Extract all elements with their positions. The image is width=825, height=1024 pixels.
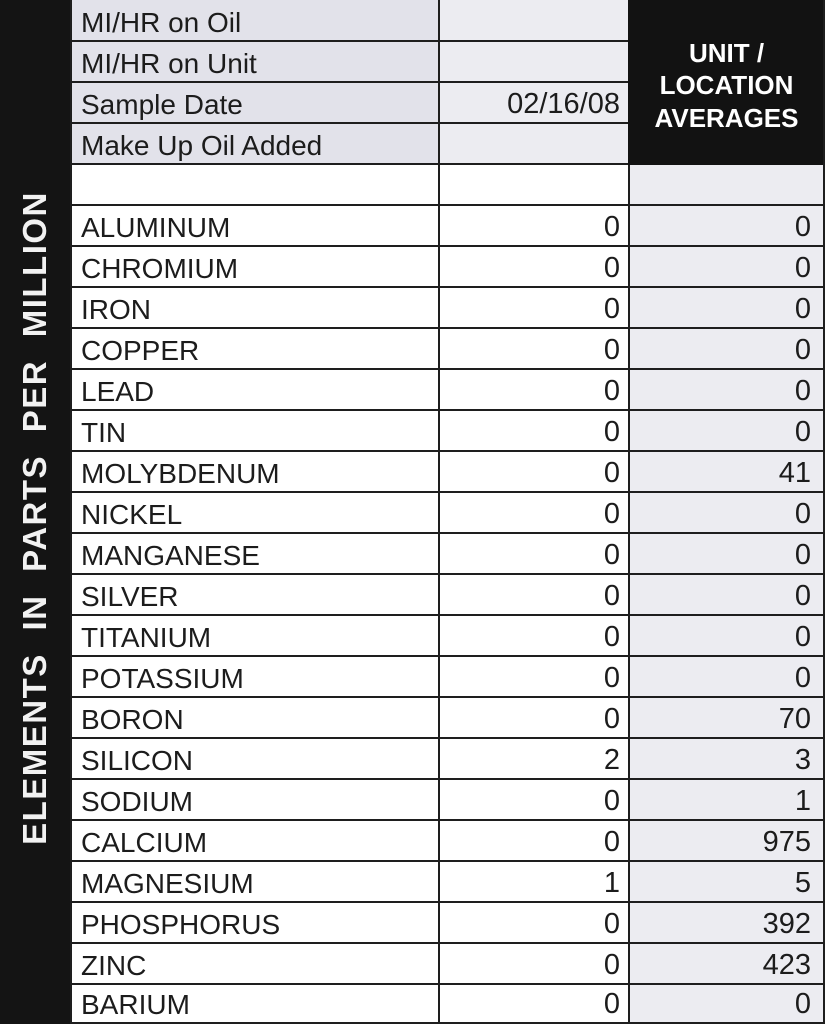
element-sample-value: 0 (438, 821, 628, 862)
element-average-value: 0 (628, 370, 825, 411)
label-column (70, 0, 438, 1024)
element-average-value: 5 (628, 862, 825, 903)
element-name: COPPER (70, 329, 438, 370)
element-average-value: 1 (628, 780, 825, 821)
element-average-value: 0 (628, 616, 825, 657)
element-name: BORON (70, 698, 438, 739)
element-name: SILVER (70, 575, 438, 616)
header-value: 02/16/08 (507, 88, 620, 120)
header-label: MI/HR on Oil (81, 7, 242, 38)
element-average-value: 3 (628, 739, 825, 780)
averages-header (628, 0, 825, 165)
element-average-value: 0 (628, 493, 825, 534)
header-value-mi-hr-unit (438, 42, 628, 83)
element-sample-value: 0 (438, 206, 628, 247)
header-label: Sample Date (81, 89, 243, 120)
sidebar-label: ELEMENTS IN PARTS PER MILLION (16, 191, 53, 845)
element-sample-value: 0 (438, 616, 628, 657)
element-name: PHOSPHORUS (70, 903, 438, 944)
element-average-value: 0 (628, 206, 825, 247)
element-sample-value: 0 (438, 944, 628, 985)
element-average-value: 0 (628, 657, 825, 698)
element-name: LEAD (70, 370, 438, 411)
element-name: POTASSIUM (70, 657, 438, 698)
element-sample-value: 0 (438, 698, 628, 739)
element-name: IRON (70, 288, 438, 329)
element-sample-value: 0 (438, 452, 628, 493)
element-sample-value: 2 (438, 739, 628, 780)
header-label: Make Up Oil Added (81, 130, 323, 161)
element-average-value: 0 (628, 985, 825, 1024)
element-average-value: 392 (628, 903, 825, 944)
element-name: TIN (70, 411, 438, 452)
sidebar (0, 0, 70, 1024)
element-sample-value: 0 (438, 288, 628, 329)
header-label: MI/HR on Unit (81, 48, 257, 79)
element-sample-value: 0 (438, 657, 628, 698)
element-sample-value: 1 (438, 862, 628, 903)
element-name: SODIUM (70, 780, 438, 821)
element-sample-value: 0 (438, 247, 628, 288)
blank-row (628, 165, 825, 206)
element-name: CHROMIUM (70, 247, 438, 288)
element-sample-value: 0 (438, 575, 628, 616)
element-name: BARIUM (70, 985, 438, 1024)
element-name: NICKEL (70, 493, 438, 534)
element-name: TITANIUM (70, 616, 438, 657)
element-sample-value: 0 (438, 985, 628, 1024)
header-row-mi-hr-unit (70, 42, 438, 83)
sample-column (438, 0, 628, 1024)
element-average-value: 0 (628, 329, 825, 370)
header-value-make-up-oil (438, 124, 628, 165)
header-value-mi-hr-oil (438, 0, 628, 42)
element-sample-value: 0 (438, 370, 628, 411)
element-average-value: 0 (628, 247, 825, 288)
element-name: MANGANESE (70, 534, 438, 575)
element-sample-value: 0 (438, 411, 628, 452)
element-average-value: 0 (628, 575, 825, 616)
element-average-value: 70 (628, 698, 825, 739)
element-average-value: 41 (628, 452, 825, 493)
sample-date-value (438, 83, 628, 124)
element-sample-value: 0 (438, 780, 628, 821)
element-average-value: 423 (628, 944, 825, 985)
header-row-sample-date (70, 83, 438, 124)
blank-row (438, 165, 628, 206)
averages-header-line: LOCATION (659, 70, 794, 101)
element-name: ALUMINUM (70, 206, 438, 247)
element-sample-value: 0 (438, 903, 628, 944)
header-row-mi-hr-oil (70, 0, 438, 42)
element-average-value: 975 (628, 821, 825, 862)
element-sample-value: 0 (438, 329, 628, 370)
element-sample-value: 0 (438, 493, 628, 534)
averages-column (628, 0, 825, 1024)
element-sample-value: 0 (438, 534, 628, 575)
averages-header-line: AVERAGES (654, 102, 799, 133)
averages-header-line: UNIT / (688, 37, 765, 68)
element-name: MOLYBDENUM (70, 452, 438, 493)
header-row-make-up-oil (70, 124, 438, 165)
element-name: ZINC (70, 944, 438, 985)
element-name: MAGNESIUM (70, 862, 438, 903)
element-average-value: 0 (628, 411, 825, 452)
element-average-value: 0 (628, 288, 825, 329)
element-name: CALCIUM (70, 821, 438, 862)
blank-row (70, 165, 438, 206)
element-name: SILICON (70, 739, 438, 780)
element-average-value: 0 (628, 534, 825, 575)
